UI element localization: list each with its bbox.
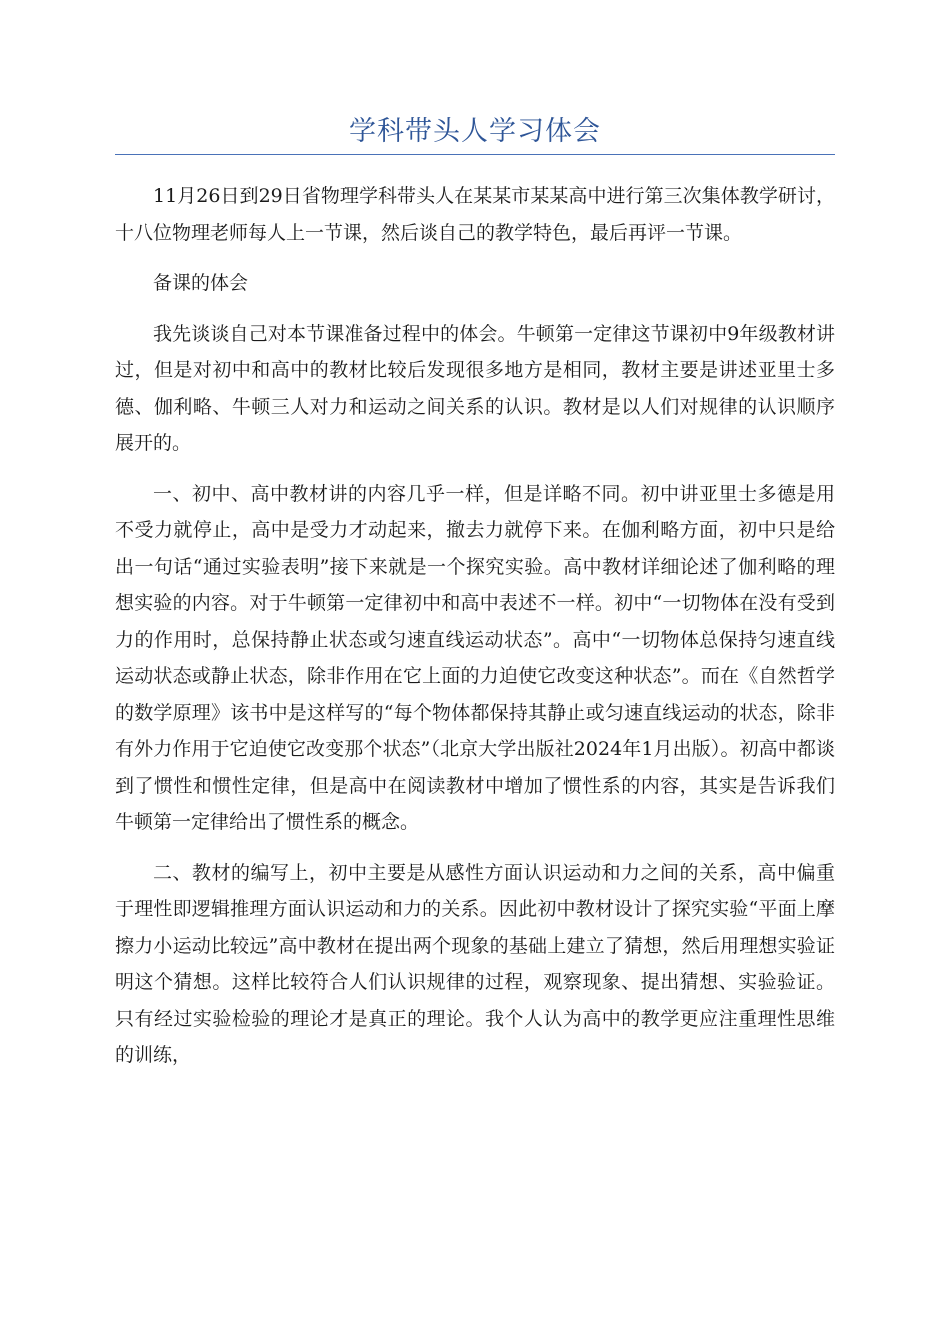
title-divider <box>115 154 835 155</box>
section-heading-lesson-prep: 备课的体会 <box>153 272 249 294</box>
document-body <box>115 178 835 1088</box>
paragraph-intro: 11月26日到29日省物理学科带头人在某某市某某高中进行第三次集体教学研讨，十八位物理老师每人上一节课，然后谈自己的教学特色，最后再评一节课。 <box>115 185 835 244</box>
paragraph-point-two: 二、教材的编写上，初中主要是从感性方面认识运动和力之间的关系，高中偏重于理性即逻辑推理方面认识运动和力的关系。因此初中教材设计了探究实验“平面上摩擦力小运动比较远”高中教材在提出两个现象的基础上建立了猜想，然后用理想实验证明这个猜想。这样比较符合人们认识规律的过程，观察现象、提出猜想、实验验证。只有经过实验检验的理论才是真正的理论。我个人认为高中的教学更应注重理性思维的训练， <box>115 861 835 1066</box>
paragraph-prep-reflection: 我先谈谈自己对本节课准备过程中的体会。牛顿第一定律这节课初中9年级教材讲过，但是对初中和高中的教材比较后发现很多地方是相同，教材主要是讲述亚里士多德、伽利略、牛顿三人对力和运动之间关系的认识。教材是以人们对规律的认识顺序展开的。 <box>115 322 835 454</box>
paragraph-point-one: 一、初中、高中教材讲的内容几乎一样，但是详略不同。初中讲亚里士多德是用不受力就停止，高中是受力才动起来，撤去力就停下来。在伽利略方面，初中只是给出一句话“通过实验表明”接下来就是一个探究实验。高中教材详细论述了伽利略的理想实验的内容。对于牛顿第一定律初中和高中表述不一样。初中“一切物体在没有受到力的作用时，总保持静止状态或匀速直线运动状态”。高中“一切物体总保持匀速直线运动状态或静止状态，除非作用在它上面的力迫使它改变这种状态”。而在《自然哲学的数学原理》该书中是这样写的“每个物体都保持其静止或匀速直线运动的状态，除非有外力作用于它迫使它改变那个状态”（北京大学出版社2024年1月出版）。初高中都谈到了惯性和惯性定律，但是高中在阅读教材中增加了惯性系的内容，其实是告诉我们牛顿第一定律给出了惯性系的概念。 <box>115 482 835 833</box>
page-title: 学科带头人学习体会 <box>349 116 601 147</box>
